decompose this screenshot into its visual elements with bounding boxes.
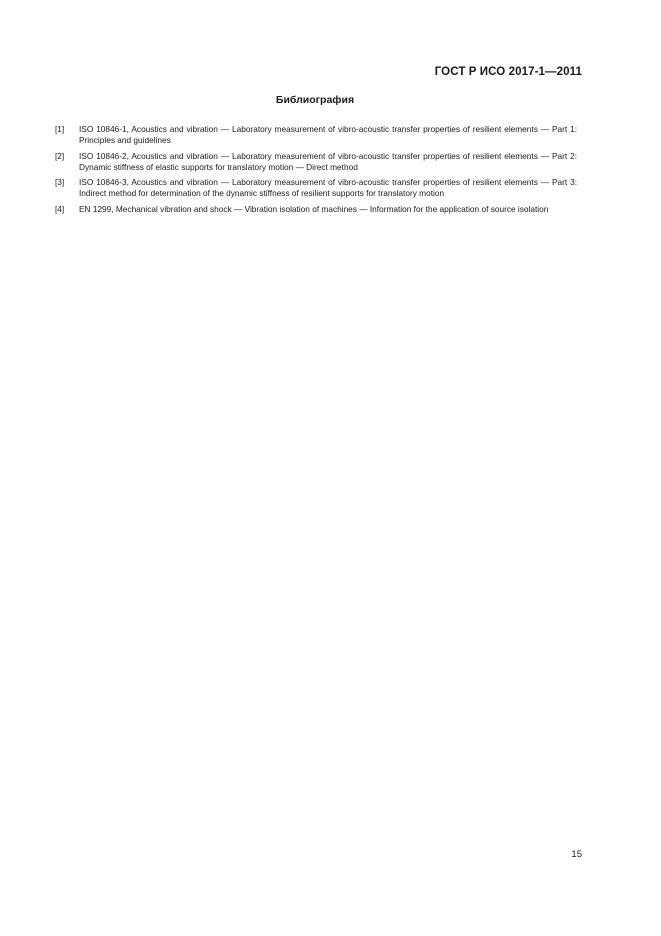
- page-number: 15: [571, 849, 582, 860]
- document-code: ГОСТ Р ИСО 2017-1—2011: [434, 66, 582, 78]
- bibliography-item: [55, 204, 577, 215]
- reference-text: EN 1299, Mechanical vibration and shock — Vibration isolation of machines — Information for the application of source isolation: [79, 203, 549, 214]
- reference-number: [2]: [55, 150, 65, 161]
- bibliography-title: Библиография: [275, 94, 355, 106]
- reference-text: ISO 10846-1, Acoustics and vibration — Laboratory measurement of vibro-acoustic transfer properties of resilient elements — Part 1: Principles and guidelines: [79, 124, 577, 146]
- reference-number: [3]: [55, 177, 65, 188]
- bibliography-item: [55, 151, 577, 174]
- reference-text: ISO 10846-2, Acoustics and vibration — Laboratory measurement of vibro-acoustic transfer properties of resilient elements — Part 2: Dynamic stiffness of elastic supports for translatory motion — Direct method: [79, 150, 577, 172]
- bibliography-item: [55, 124, 577, 147]
- bibliography-item: [55, 177, 577, 200]
- reference-text: ISO 10846-3, Acoustics and vibration — Laboratory measurement of vibro-acoustic transfer properties of resilient elements — Part 3: Indirect method for determination of the dynamic stiffness of resilient supports for translatory motion: [79, 177, 577, 199]
- reference-number: [4]: [55, 203, 65, 214]
- reference-number: [1]: [55, 124, 65, 134]
- bibliography-list: [55, 124, 577, 219]
